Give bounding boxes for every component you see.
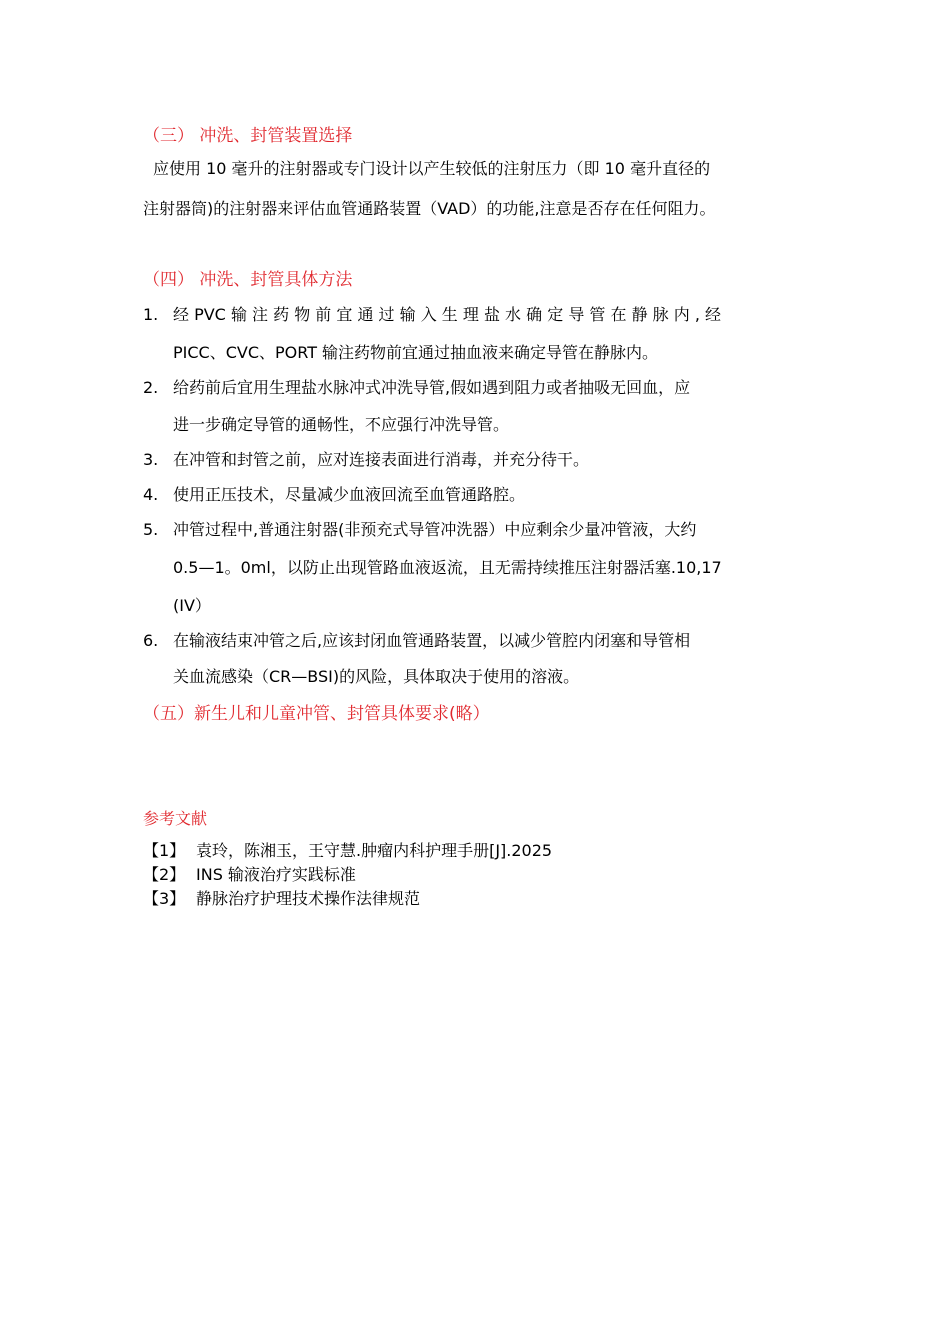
list-item-line: 关血流感染（CR—BSI)的风险，具体取决于使用的溶液。 [173, 667, 580, 686]
list-item-line: 0.5—1。0ml，以防止出现管路血液返流，且无需持续推压注射器活塞.10,17 [173, 558, 722, 577]
list-number: 4. [143, 485, 159, 504]
reference-number: 【1】 [143, 841, 186, 860]
reference-text: INS 输液治疗实践标准 [196, 865, 356, 884]
reference-text: 静脉治疗护理技术操作法律规范 [196, 889, 421, 908]
list-item-line: 在输液结束冲管之后,应该封闭血管通路装置，以减少管腔内闭塞和导管相 [173, 631, 691, 650]
reference-item [143, 888, 420, 910]
paragraph-line: 应使用 10 毫升的注射器或专门设计以产生较低的注射压力（即 10 毫升直径的 [153, 159, 711, 178]
reference-text: 袁玲，陈湘玉，王守慧.肿瘤内科护理手册[J].2025 [196, 841, 553, 860]
list-number: 2. [143, 378, 159, 397]
list-item-line: 进一步确定导管的通畅性，不应强行冲洗导管。 [173, 415, 510, 434]
references-heading: 参考文献 [143, 809, 208, 828]
list-number: 3. [143, 450, 159, 469]
reference-number: 【3】 [143, 889, 186, 908]
list-number: 5. [143, 520, 159, 539]
reference-number: 【2】 [143, 865, 186, 884]
list-number: 1. [143, 305, 159, 324]
section-5-heading: （五）新生儿和儿童冲管、封管具体要求(略） [143, 704, 490, 724]
list-item-line: 给药前后宜用生理盐水脉冲式冲洗导管,假如遇到阻力或者抽吸无回血，应 [173, 378, 691, 397]
list-number: 6. [143, 631, 159, 650]
list-item-line: PICC、CVC、PORT 输注药物前宜通过抽血液来确定导管在静脉内。 [173, 343, 659, 362]
list-item-line: 使用正压技术，尽量减少血液回流至血管通路腔。 [173, 485, 526, 504]
section-3-heading: （三） 冲洗、封管装置选择 [143, 126, 353, 146]
list-item-line: 经 PVC 输 注 药 物 前 宜 通 过 输 入 生 理 盐 水 确 定 导 管 在 静 脉 内 , 经 [173, 305, 722, 324]
section-4-heading: （四） 冲洗、封管具体方法 [143, 270, 353, 290]
reference-item [143, 840, 552, 862]
list-item-line: 冲管过程中,普通注射器(非预充式导管冲洗器）中应剩余少量冲管液，大约 [173, 520, 697, 539]
paragraph-line: 注射器筒)的注射器来评估血管通路装置（VAD）的功能,注意是否存在任何阻力。 [143, 199, 716, 218]
reference-item [143, 864, 356, 886]
list-item-line: (IV） [173, 596, 211, 615]
list-item-line: 在冲管和封管之前，应对连接表面进行消毒，并充分待干。 [173, 450, 590, 469]
